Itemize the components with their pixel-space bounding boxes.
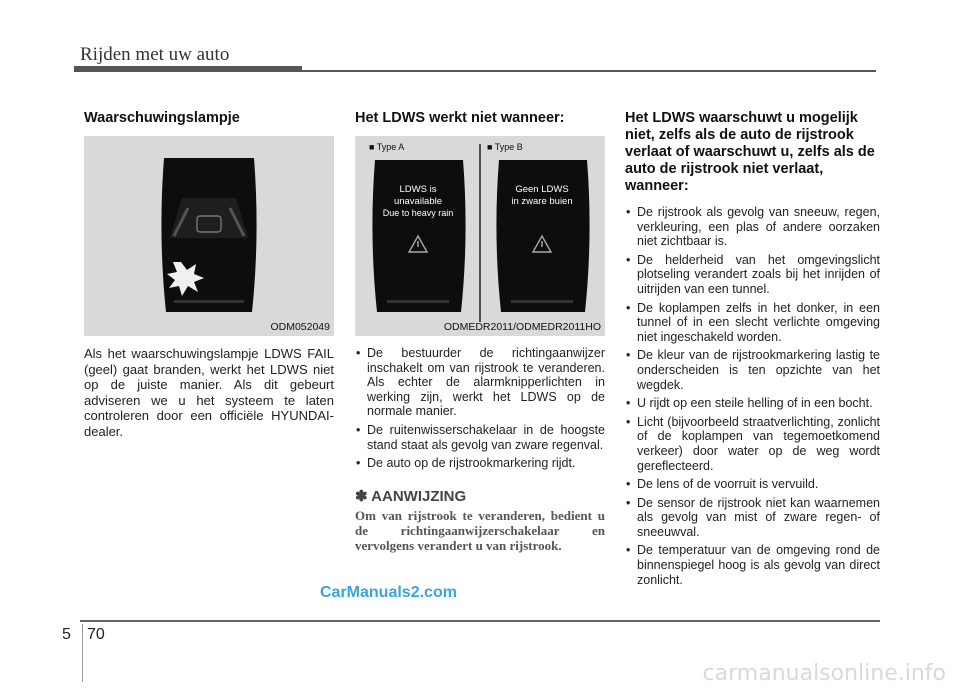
header-rule	[302, 70, 876, 72]
cluster-display-illustration	[84, 136, 334, 336]
list-item: • De sensor de rijstrook niet kan waarnemen als gevolg van mist of zware regen- of sneeuwval.	[625, 496, 880, 540]
page-header-title: Rijden met uw auto	[80, 44, 230, 65]
screen-b-line2: in zware buien	[511, 196, 573, 207]
list-item: • De ruitenwisserschakelaar in de hoogste stand staat als gevolg van zware regenval.	[355, 423, 605, 452]
screen-a-line1: LDWS is	[399, 184, 437, 195]
screen-a-line3: Due to heavy rain	[382, 208, 454, 218]
warning-lamp-heading: Waarschuwingslampje	[84, 110, 240, 126]
screen-a	[372, 160, 465, 312]
page-number: 70	[87, 626, 105, 643]
list-item: • De lens of de voorruit is vervuild.	[625, 477, 880, 492]
footer-rule	[80, 620, 880, 622]
column-warning-lamp	[84, 110, 334, 439]
type-b-label: ■ Type B	[487, 142, 523, 152]
list-item: • De helderheid van het omgevingslicht plotseling verandert zoals bij het inrijden of uitrijden van een tunnel.	[625, 253, 880, 297]
not-working-heading: Het LDWS werkt niet wanneer:	[355, 110, 565, 126]
type-a-label: ■ Type A	[369, 142, 405, 152]
note-body: Om van rijstrook te veranderen, bedient u de richtingaanwijzerschakelaar en vervolgens verandert u van rijstrook.	[355, 507, 605, 553]
ldws-unavailable-figure	[355, 136, 605, 336]
list-item: • De rijstrook als gevolg van sneeuw, regen, verkleuring, een plas of andere oorzaken niet zichtbaar is.	[625, 205, 880, 249]
list-item: • U rijdt op een steile helling of in een bocht.	[625, 396, 880, 411]
figure-code: ODMEDR2011/ODMEDR2011HO	[443, 321, 601, 333]
list-item: • De bestuurder de richtingaanwijzer inschakelt om van rijstrook te veranderen. Als echter de alarmknipperlichten in werking zijn, werkt het LDWS op de normale manier.	[355, 346, 605, 419]
ldws-screens-illustration	[355, 136, 605, 336]
list-item: • De kleur van de rijstrookmarkering lastig te onderscheiden is ten opzichte van het wegdek.	[625, 348, 880, 392]
site-watermark: carmanualsonline.info	[702, 661, 946, 686]
list-item: • Licht (bijvoorbeeld straatverlichting, zonlicht of de koplampen van tegemoetkomend verkeer) door water op de weg wordt gereflecteerd.	[625, 415, 880, 473]
section-number: 5	[62, 626, 71, 643]
note-title: ✽ AANWIJZING	[355, 487, 467, 505]
footer-divider	[82, 624, 83, 682]
screen-b	[496, 160, 589, 312]
column-ldws-not-working	[355, 110, 605, 553]
warning-lamp-figure	[84, 136, 334, 336]
column-ldws-may-not-warn	[625, 110, 880, 591]
may-not-warn-heading: Het LDWS waarschuwt u mogelijk niet, zelfs als de auto de rijstrook verlaat of waarschuwt u, zelfs als de auto de rijstrook niet verlaat, wanneer:	[625, 110, 875, 194]
list-item: • De auto op de rijstrookmarkering rijdt.	[355, 456, 605, 471]
screen-a-line2: unavailable	[393, 196, 443, 207]
warning-lamp-text: Als het waarschuwingslampje LDWS FAIL (geel) gaat branden, werkt het LDWS niet op de juiste manier. Als dit gebeurt adviseren we u het systeem te laten controleren door een officiële HYUNDAI-dealer.	[84, 346, 334, 439]
watermark-link[interactable]: CarManuals2.com	[320, 584, 457, 601]
list-item: • De temperatuur van de omgeving rond de binnenspiegel hoog is als gevolg van direct zonlicht.	[625, 543, 880, 587]
header-bar	[74, 66, 302, 72]
list-item: • De koplampen zelfs in het donker, in een tunnel of in een slecht verlichte omgeving niet ingeschakeld worden.	[625, 301, 880, 345]
screen-b-line1: Geen LDWS	[515, 184, 569, 195]
not-working-list	[355, 346, 605, 471]
figure-code: ODM052049	[270, 321, 330, 333]
may-not-warn-list	[625, 205, 880, 587]
